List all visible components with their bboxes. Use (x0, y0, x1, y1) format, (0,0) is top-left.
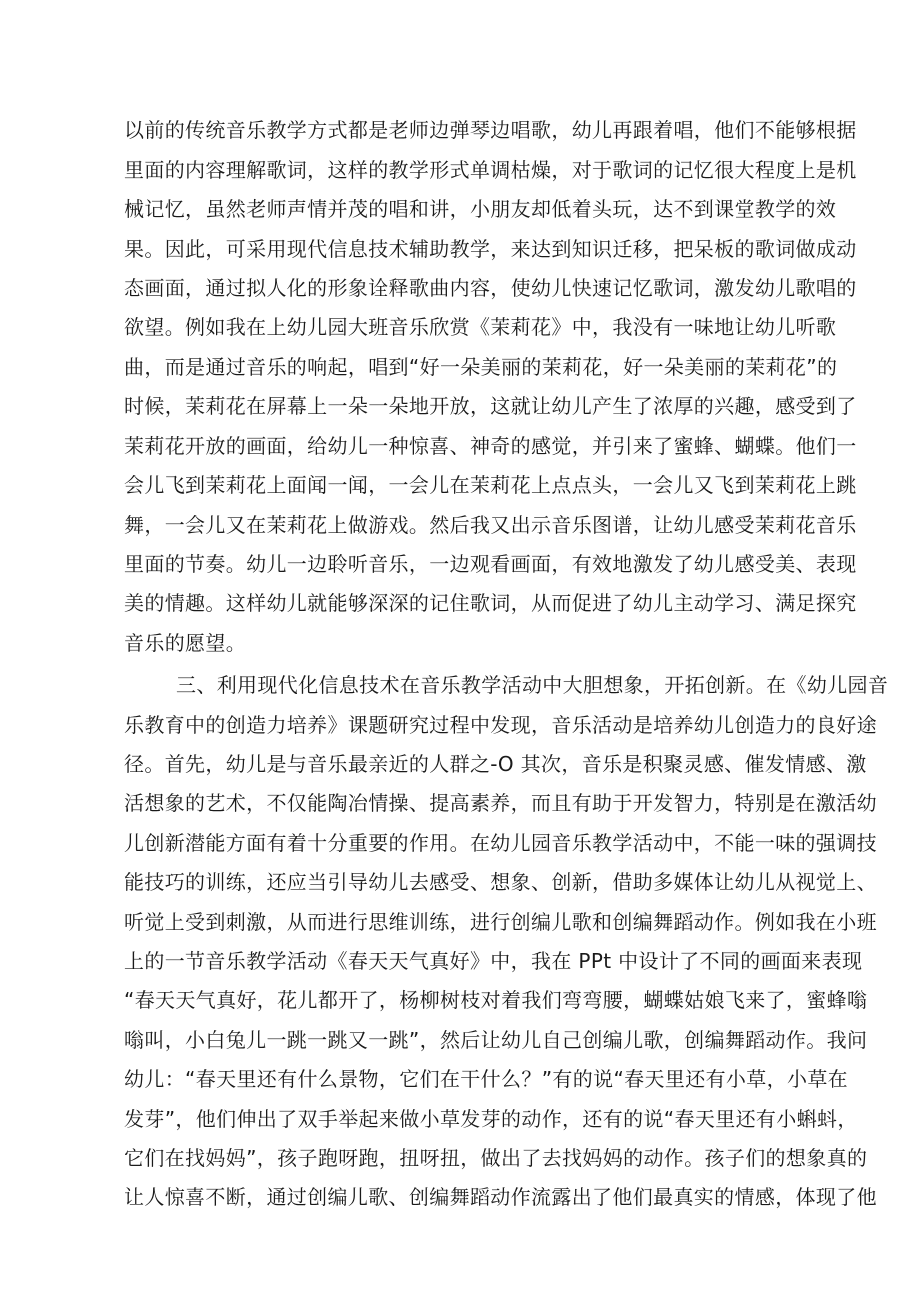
text-line: 上的一节音乐教学活动《春天天气真好》中，我在 PPt 中设计了不同的画面来表现 (124, 949, 863, 973)
text-line: 时候，茉莉花在屏幕上一朵一朵地开放，这就让幼儿产生了浓厚的兴趣，感受到了 (124, 394, 857, 418)
text-line: 态画面，通过拟人化的形象诠释歌曲内容，使幼儿快速记忆歌词，激发幼儿歌唱的 (124, 276, 857, 300)
text-line: 发芽”，他们伸出了双手举起来做小草发芽的动作，还有的说“春天里还有小蝌蚪， (124, 1107, 858, 1131)
text-line: 曲，而是通过音乐的响起，唱到“好一朵美丽的茉莉花，好一朵美丽的茉莉花”的 (124, 355, 838, 379)
text-line: 茉莉花开放的画面，给幼儿一种惊喜、神奇的感觉，并引来了蜜蜂、蝴蝶。他们一 (124, 434, 857, 458)
text-line: 径。首先，幼儿是与音乐最亲近的人群之-O 其次，音乐是积聚灵感、催发情感、激 (124, 752, 867, 776)
text-line: 嗡叫，小白兔儿一跳一跳又一跳”，然后让幼儿自己创编儿歌，创编舞蹈动作。我问 (124, 1028, 868, 1052)
text-line: 会儿飞到茉莉花上面闻一闻，一会儿在茉莉花上点点头，一会儿又飞到茉莉花上跳 (124, 473, 857, 497)
text-line: 舞，一会儿又在茉莉花上做游戏。然后我又出示音乐图谱，让幼儿感受茉莉花音乐 (124, 513, 857, 537)
text-line: 里面的内容理解歌词，这样的教学形式单调枯燥，对于歌词的记忆很大程度上是机 (124, 158, 857, 182)
text-line: “春天天气真好，花儿都开了，杨柳树枝对着我们弯弯腰，蝴蝶姑娘飞来了，蜜蜂嗡 (124, 988, 868, 1012)
text-line: 音乐的愿望。 (124, 631, 247, 655)
text-line: 儿创新潜能方面有着十分重要的作用。在幼儿园音乐教学活动中，不能一味的强调技 (124, 831, 877, 855)
text-line: 让人惊喜不断，通过创编儿歌、创编舞蹈动作流露出了他们最真实的情感，体现了他 (124, 1185, 877, 1209)
text-line: 里面的节奏。幼儿一边聆听音乐，一边观看画面，有效地激发了幼儿感受美、表现 (124, 552, 857, 576)
text-line: 三、利用现代化信息技术在音乐教学活动中大胆想象，开拓创新。在《幼儿园音 (176, 673, 889, 697)
text-line: 幼儿：“春天里还有什么景物，它们在干什么？”有的说“春天里还有小草，小草在 (124, 1067, 849, 1091)
text-line: 以前的传统音乐教学方式都是老师边弹琴边唱歌，幼儿再跟着唱，他们不能够根据 (124, 118, 857, 142)
text-line: 活想象的艺术，不仅能陶冶情操、提高素养，而且有助于开发智力，特别是在激活幼 (124, 791, 877, 815)
text-line: 能技巧的训练，还应当引导幼儿去感受、想象、创新，借助多媒体让幼儿从视觉上、 (124, 870, 877, 894)
text-line: 果。因此，可采用现代信息技术辅助教学，来达到知识迁移，把呆板的歌词做成动 (124, 237, 857, 261)
text-line: 美的情趣。这样幼儿就能够深深的记住歌词，从而促进了幼儿主动学习、满足探究 (124, 591, 857, 615)
text-line: 欲望。例如我在上幼儿园大班音乐欣赏《茉莉花》中，我没有一味地让幼儿听歌 (124, 315, 837, 339)
text-line: 械记忆，虽然老师声情并茂的唱和讲，小朋友却低着头玩，达不到课堂教学的效 (124, 197, 837, 221)
text-line: 听觉上受到刺激，从而进行思维训练，进行创编儿歌和创编舞蹈动作。例如我在小班 (124, 910, 877, 934)
text-line: 乐教育中的创造力培养》课题研究过程中发现，音乐活动是培养幼儿创造力的良好途 (124, 713, 877, 737)
text-line: 它们在找妈妈”，孩子跑呀跑，扭呀扭，做出了去找妈妈的动作。孩子们的想象真的 (124, 1146, 868, 1170)
